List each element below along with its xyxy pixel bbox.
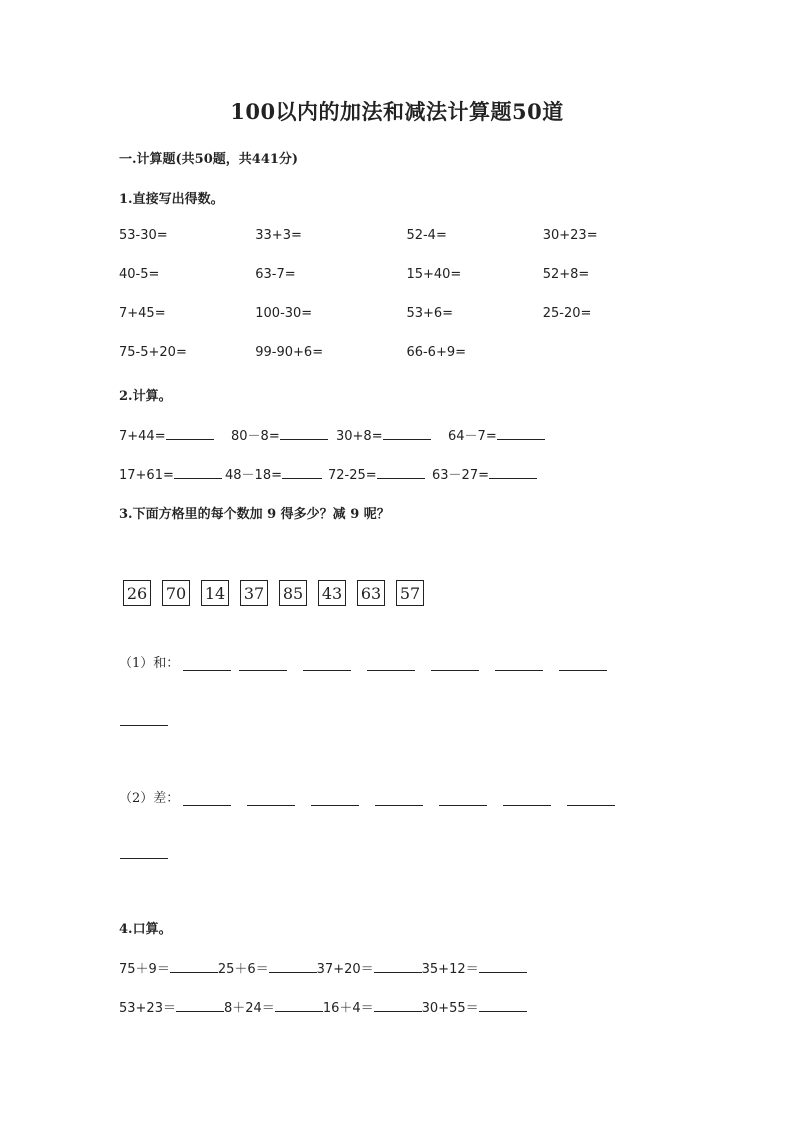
page-title: 100以内的加法和减法计算题50道 [230,99,564,124]
answer-blank[interactable] [170,959,218,973]
answer-blank[interactable] [497,426,545,440]
answer-blank[interactable] [120,857,168,859]
question-3-heading: 3.下面方格里的每个数加 9 得多少？减 9 呢？ [119,507,390,522]
number-box: 37 [240,580,268,606]
problem: 100-30= [255,306,313,321]
problem: 52-4= [406,228,447,243]
answer-blank[interactable] [439,792,487,806]
problem: 30+8= [336,429,383,444]
problem: 53-30= [119,228,168,243]
answer-blank[interactable] [176,998,224,1012]
answer-blank[interactable] [495,657,543,671]
problem: 15+40= [406,267,462,282]
answer-blank[interactable] [247,792,295,806]
answer-blank[interactable] [166,426,214,440]
problem: 64－7= [448,429,497,444]
answer-blank[interactable] [269,959,317,973]
answer-blank[interactable] [183,657,231,671]
difference-answer-row [119,787,631,806]
question-4-row [119,997,527,1016]
answer-blank[interactable] [431,657,479,671]
answer-blank[interactable] [375,792,423,806]
answer-blank[interactable] [377,465,425,479]
question-1-grid [119,216,679,372]
answer-blank[interactable] [275,998,323,1012]
sum-label: （1）和： [119,656,180,671]
problem: 66-6+9= [406,345,467,360]
section-heading: 一.计算题(共50题，共441分) [119,152,299,167]
problem: 37+20＝ [316,962,374,977]
answer-blank[interactable] [567,792,615,806]
answer-blank[interactable] [174,465,222,479]
question-2-heading: 2.计算。 [119,389,172,404]
problem: 53+23＝ [119,1001,176,1016]
problem: 72-25= [328,468,377,483]
problem: 63－27= [432,468,489,483]
problem: 63-7= [255,267,296,282]
problem: 8＋24＝ [223,1001,275,1016]
problem: 30+23= [542,228,598,243]
answer-blank[interactable] [280,426,328,440]
question-4-heading: 4.口算。 [119,922,172,937]
problem: 17+61= [119,468,174,483]
grid-row [119,255,679,294]
grid-row [119,216,679,255]
number-box: 14 [201,580,229,606]
question-2-row [119,425,545,444]
number-box: 70 [162,580,190,606]
number-box: 26 [123,580,151,606]
problem: 30+55＝ [421,1001,479,1016]
problem: 35+12＝ [421,962,479,977]
problem: 75＋9＝ [119,962,170,977]
answer-blank[interactable] [383,426,431,440]
answer-blank[interactable] [367,657,415,671]
number-box: 85 [279,580,307,606]
answer-blank[interactable] [303,657,351,671]
problem: 75-5+20= [119,345,187,360]
difference-label: （2）差： [119,791,180,806]
answer-blank[interactable] [479,959,527,973]
problem: 99-90+6= [255,345,324,360]
answer-blank[interactable] [120,724,168,726]
problem: 7+45= [119,306,166,321]
answer-blank[interactable] [489,465,537,479]
number-box: 57 [396,580,424,606]
problem: 48－18= [225,468,282,483]
problem: 25＋6＝ [217,962,269,977]
number-box: 63 [357,580,385,606]
grid-row [119,333,679,372]
question-1-heading: 1.直接写出得数。 [119,192,224,207]
answer-blank[interactable] [183,792,231,806]
grid-row [119,294,679,333]
answer-blank[interactable] [503,792,551,806]
question-2-row [119,464,537,483]
problem: 52+8= [542,267,590,282]
sum-answer-row [119,652,623,671]
answer-blank[interactable] [374,998,422,1012]
problem: 7+44= [119,429,166,444]
problem: 80－8= [231,429,280,444]
answer-blank[interactable] [374,959,422,973]
question-4-row [119,958,527,977]
answer-blank[interactable] [239,657,287,671]
number-box: 43 [318,580,346,606]
problem: 40-5= [119,267,160,282]
answer-blank[interactable] [311,792,359,806]
answer-blank[interactable] [479,998,527,1012]
problem: 25-20= [542,306,592,321]
problem: 53+6= [406,306,454,321]
problem: 16＋4＝ [322,1001,374,1016]
answer-blank[interactable] [282,465,322,479]
number-boxes [123,580,435,606]
answer-blank[interactable] [559,657,607,671]
problem: 33+3= [255,228,302,243]
